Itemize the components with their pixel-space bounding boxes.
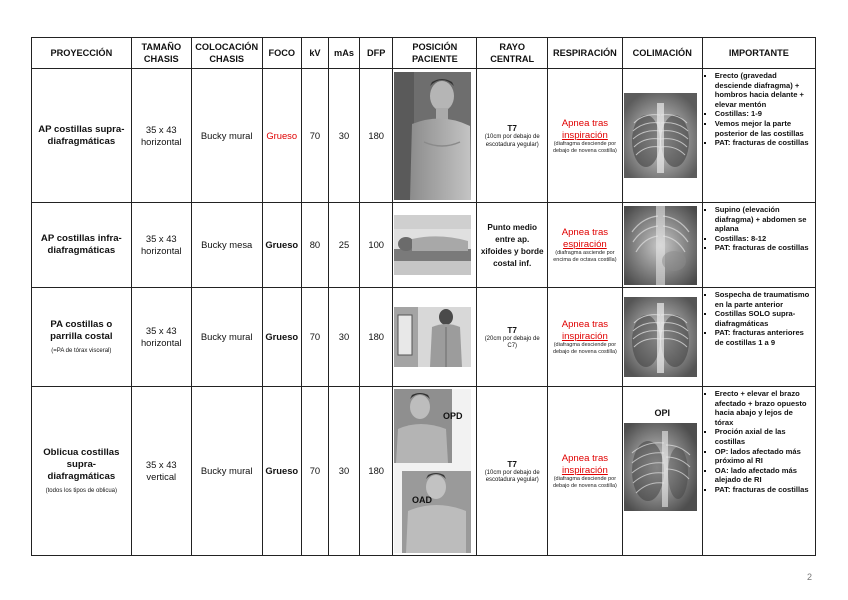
proyeccion-text: AP costillas infra-diafragmáticas bbox=[40, 233, 122, 256]
header-importante: IMPORTANTE bbox=[702, 38, 815, 69]
dfp-cell: 180 bbox=[360, 69, 393, 203]
collimation-cell bbox=[622, 69, 702, 203]
dfp-cell: 100 bbox=[360, 203, 393, 288]
proyeccion-cell bbox=[32, 387, 132, 556]
tamano-cell: 35 x 43 horizontal bbox=[131, 69, 191, 203]
header-proyeccion: PROYECCIÓN bbox=[32, 38, 132, 69]
rayo-cell bbox=[477, 69, 548, 203]
importante-item: ▪ Supino (elevación diafragma) + abdomen se aplana bbox=[715, 205, 812, 234]
importante-item: ▪ OA: lado afectado más alejado de RI bbox=[715, 466, 812, 485]
table-row bbox=[32, 69, 816, 203]
patient-photo-cell bbox=[393, 69, 477, 203]
dfp-cell: 180 bbox=[360, 387, 393, 556]
colocacion-cell: Bucky mural bbox=[191, 387, 262, 556]
importante-item: ▪ PAT: fracturas anteriores de costillas 1 a 9 bbox=[715, 328, 812, 347]
foco-cell: Grueso bbox=[262, 387, 301, 556]
colimacion-label: OPI bbox=[654, 408, 670, 418]
header-respiracion: RESPIRACIÓN bbox=[548, 38, 623, 69]
importante-item: ▪ PAT: fracturas de costillas bbox=[715, 138, 812, 148]
rayo-main: T7 bbox=[507, 325, 517, 335]
importante-item: ▪ PAT: fracturas de costillas bbox=[715, 485, 812, 495]
importante-item: ▪ Sospecha de traumatismo en la parte anterior bbox=[715, 290, 812, 309]
patient-photo-cell bbox=[393, 387, 477, 556]
header-foco: FOCO bbox=[262, 38, 301, 69]
mas-cell: 30 bbox=[328, 69, 359, 203]
respiracion-cell bbox=[548, 288, 623, 387]
respiracion-cell bbox=[548, 387, 623, 556]
rayo-cell bbox=[477, 203, 548, 288]
importante-cell bbox=[702, 288, 815, 387]
proyeccion-text: AP costillas supra-diafragmáticas bbox=[38, 123, 125, 147]
resp-sub: (diafragma desciende por debajo de novena costilla) bbox=[552, 140, 617, 154]
kv-cell: 70 bbox=[301, 387, 328, 556]
tamano-cell: 35 x 43 horizontal bbox=[131, 203, 191, 288]
importante-list bbox=[707, 205, 812, 253]
patient-photo-image bbox=[394, 389, 471, 553]
resp-main: Apnea tras bbox=[561, 453, 609, 465]
header-colocacion: COLOCACIÓN CHASIS bbox=[191, 38, 262, 69]
kv-cell: 70 bbox=[301, 69, 328, 203]
foco-cell: Grueso bbox=[262, 203, 301, 288]
header-rayo: RAYO CENTRAL bbox=[477, 38, 548, 69]
resp-main: Apnea tras bbox=[561, 117, 609, 129]
importante-item: ▪ Costillas SOLO supra-diafragmáticas bbox=[715, 309, 812, 328]
resp-phase: espiración bbox=[563, 239, 607, 251]
importante-list bbox=[707, 389, 812, 495]
mas-cell: 30 bbox=[328, 288, 359, 387]
foco-cell: Grueso bbox=[262, 69, 301, 203]
tamano-cell: 35 x 43 vertical bbox=[131, 387, 191, 556]
table-row bbox=[32, 288, 816, 387]
patient-photo-cell bbox=[393, 288, 477, 387]
importante-item: ▪ OP: lados afectado más próximo al RI bbox=[715, 447, 812, 466]
rayo-main: Punto medio entre ap. xifoides y borde costal inf. bbox=[480, 223, 544, 268]
resp-phase: inspiración bbox=[561, 129, 608, 141]
table-row bbox=[32, 387, 816, 556]
collimation-cell bbox=[622, 288, 702, 387]
rayo-main: T7 bbox=[507, 124, 517, 133]
kv-cell: 80 bbox=[301, 203, 328, 288]
patient-photo-image bbox=[394, 72, 471, 200]
rayo-main: T7 bbox=[507, 459, 517, 469]
chest-xray-image bbox=[624, 297, 697, 377]
resp-main: Apnea tras bbox=[561, 227, 609, 239]
resp-sub: (diafragma desciende por debajo de novena costilla) bbox=[552, 342, 617, 355]
importante-cell bbox=[702, 69, 815, 203]
importante-item: ▪ Proción axial de las costillas bbox=[715, 427, 812, 446]
header-tamano: TAMAÑO CHASIS bbox=[131, 38, 191, 69]
colocacion-cell: Bucky mesa bbox=[191, 203, 262, 288]
header-row bbox=[32, 38, 816, 69]
tamano-cell: 35 x 43 horizontal bbox=[131, 288, 191, 387]
page-number: 2 bbox=[807, 572, 813, 582]
resp-sub: (diafragma asciende por encima de octava costilla) bbox=[553, 250, 617, 263]
importante-item: ▪ Erecto + elevar el brazo afectado + brazo opuesto hacia abajo y lejos de tórax bbox=[715, 389, 812, 427]
importante-item: ▪ Costillas: 1-9 bbox=[715, 109, 812, 119]
colocacion-cell: Bucky mural bbox=[191, 288, 262, 387]
chest-xray-image bbox=[624, 93, 697, 178]
mas-cell: 25 bbox=[328, 203, 359, 288]
foco-cell: Grueso bbox=[262, 288, 301, 387]
rayo-cell bbox=[477, 288, 548, 387]
rayo-sub: (10cm por debajo de escotadura yegular) bbox=[484, 134, 540, 148]
proyeccion-text: PA costillas o parrilla costal bbox=[50, 319, 113, 342]
radiography-table bbox=[31, 37, 816, 556]
table-row bbox=[32, 203, 816, 288]
resp-main: Apnea tras bbox=[561, 319, 609, 331]
rayo-sub: (10cm por debajo de escotadura yegular) bbox=[484, 469, 540, 483]
importante-item: ▪ Costillas: 8-12 bbox=[715, 234, 812, 244]
collimation-cell bbox=[622, 203, 702, 288]
respiracion-cell bbox=[548, 203, 623, 288]
importante-item: ▪ Vemos mejor la parte posterior de las costillas bbox=[715, 119, 812, 138]
resp-phase: inspiración bbox=[561, 465, 608, 477]
patient-photo-image bbox=[394, 215, 471, 275]
respiracion-cell bbox=[548, 69, 623, 203]
dfp-cell: 180 bbox=[360, 288, 393, 387]
proyeccion-cell bbox=[32, 69, 132, 203]
header-posicion: POSICIÓN PACIENTE bbox=[393, 38, 477, 69]
importante-cell bbox=[702, 387, 815, 556]
importante-item: ▪ PAT: fracturas de costillas bbox=[715, 243, 812, 253]
proyeccion-cell bbox=[32, 203, 132, 288]
abdominal-xray-image bbox=[624, 206, 697, 285]
header-kv: kV bbox=[301, 38, 328, 69]
importante-list bbox=[707, 290, 812, 348]
rayo-cell bbox=[477, 387, 548, 556]
photo-label-opd: OPD bbox=[443, 411, 463, 421]
patient-photo-image bbox=[394, 307, 471, 367]
importante-cell bbox=[702, 203, 815, 288]
proyeccion-cell bbox=[32, 288, 132, 387]
importante-list bbox=[707, 71, 812, 148]
patient-photo-cell bbox=[393, 203, 477, 288]
header-mas: mAs bbox=[328, 38, 359, 69]
kv-cell: 70 bbox=[301, 288, 328, 387]
mas-cell: 30 bbox=[328, 387, 359, 556]
colocacion-cell: Bucky mural bbox=[191, 69, 262, 203]
oblique-xray-image bbox=[624, 423, 697, 511]
proyeccion-text: Oblicua costillas supra-diafragmáticas bbox=[43, 447, 120, 482]
proyeccion-note: (todos los tipos de oblicua) bbox=[45, 488, 118, 494]
header-dfp: DFP bbox=[360, 38, 393, 69]
rayo-sub: (20cm por debajo de C7) bbox=[484, 335, 540, 349]
proyeccion-note: (=PA de tórax visceral) bbox=[51, 348, 112, 354]
collimation-cell bbox=[622, 387, 702, 556]
importante-item: ▪ Erecto (gravedad desciende diafragma) + hombros hacia delante + elevar mentón bbox=[715, 71, 812, 109]
photo-label-oad: OAD bbox=[412, 495, 433, 505]
header-colimacion: COLIMACIÓN bbox=[622, 38, 702, 69]
resp-phase: inspiración bbox=[561, 331, 608, 343]
resp-sub: (diafragma desciende por debajo de novena costilla) bbox=[552, 476, 617, 489]
